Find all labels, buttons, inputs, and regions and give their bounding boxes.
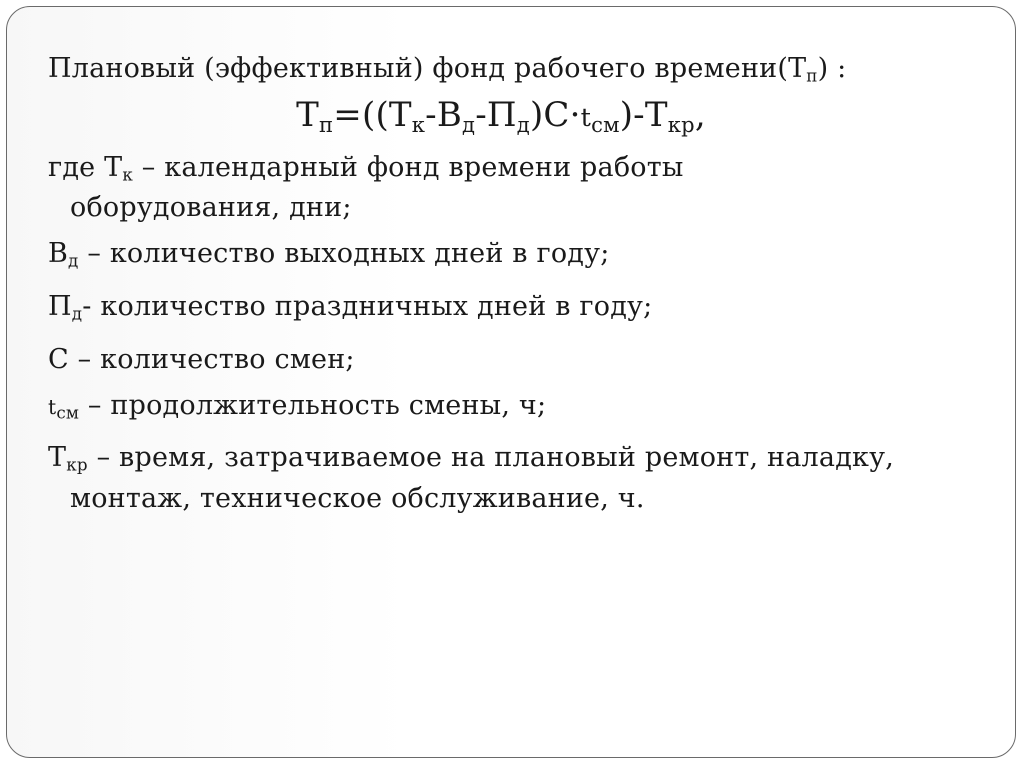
definition-vd (48, 237, 978, 278)
definition-pd-sub: д (71, 303, 83, 324)
formula-part-2: =((Т (333, 94, 412, 135)
formula-part-3: -В (425, 94, 463, 135)
definition-tkr-sub: кр (66, 454, 88, 475)
formula-sub-3: д (462, 111, 476, 137)
definition-vd-sub: д (68, 250, 79, 271)
definition-tkr-continuation: монтаж, техническое обслуживание, ч. (70, 482, 645, 514)
definition-tkr-text: – время, затрачиваемое на плановый ремонт, наладку, (87, 442, 894, 474)
slide-content (48, 52, 978, 516)
formula-sub-6: кр (667, 111, 695, 137)
definition-pd (48, 290, 978, 331)
formula-part-1: Т (296, 94, 320, 135)
definition-tkr-symbol: Т (48, 442, 67, 474)
formula-part-5: )С· (529, 94, 581, 135)
definition-tsm-sub: см (56, 402, 80, 423)
formula-sub-2: к (411, 111, 426, 137)
definition-c-symbol: С (48, 343, 69, 375)
formula-part-7: , (694, 94, 706, 135)
definition-tk-continuation: оборудования, дни; (70, 192, 352, 224)
definition-vd-text: – количество выходных дней в году; (78, 238, 610, 270)
formula (48, 93, 978, 147)
formula-sub-4: д (516, 111, 530, 137)
formula-part-6: )-Т (619, 94, 668, 135)
definition-tsm-text: – продолжительность смены, ч; (79, 389, 547, 421)
formula-part-4: -П (475, 94, 517, 135)
definition-vd-symbol: В (48, 238, 69, 270)
heading-line (48, 52, 978, 93)
definition-tk (48, 151, 978, 192)
definition-c (48, 343, 978, 377)
heading-tail: ) : (817, 53, 847, 84)
definition-tk-prefix: где Т (48, 151, 123, 183)
definition-tsm-symbol: t (48, 394, 57, 419)
definition-tsm (48, 389, 978, 430)
definition-tkr (48, 441, 978, 482)
definition-pd-symbol: П (48, 290, 72, 322)
formula-sub-1: п (319, 111, 334, 137)
definition-c-text: – количество смен; (68, 343, 355, 375)
heading-text: Плановый (эффективный) фонд рабочего времени(Т (48, 53, 807, 84)
heading-subscript: п (806, 65, 818, 86)
definition-pd-text: - количество праздничных дней в году; (82, 290, 653, 322)
definition-tk-sub: к (122, 164, 134, 185)
definition-tk-text: – календарный фонд времени работы (133, 151, 684, 183)
formula-sub-5: см (591, 111, 620, 137)
formula-t-symbol: t (580, 102, 592, 133)
